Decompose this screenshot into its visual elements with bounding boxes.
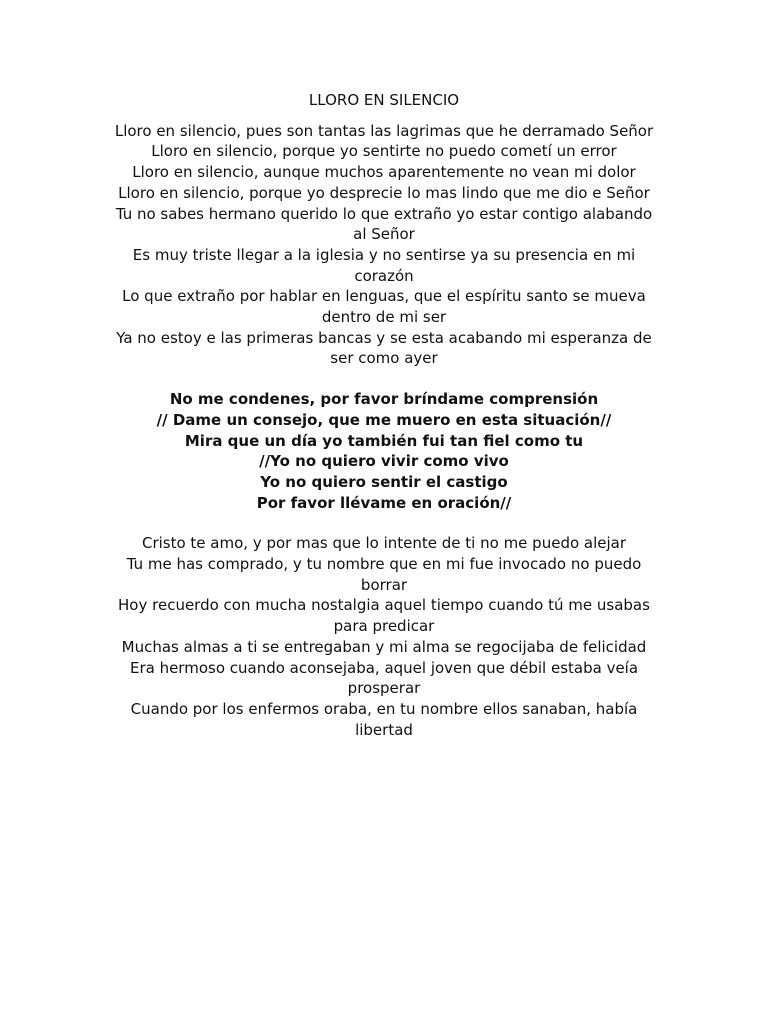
chorus-line: Mira que un día yo también fui tan fiel como tu <box>184 431 584 450</box>
text-line: Cuando por los enfermos oraba, en tu nombre ellos sanaban, había libertad <box>130 699 638 739</box>
stanza-1 <box>110 121 658 369</box>
chorus <box>110 389 658 513</box>
chorus-line: // Dame un consejo, que me muero en esta situación// <box>156 410 612 429</box>
text-line: Lloro en silencio, aunque muchos aparentemente no vean mi dolor <box>132 163 636 182</box>
text-line: Es muy triste llegar a la iglesia y no sentirse ya su presencia en mi corazón <box>132 245 636 285</box>
chorus-line: Por favor llévame en oración// <box>256 493 512 512</box>
text-line: Muchas almas a ti se entregaban y mi alma se regocijaba de felicidad <box>121 637 647 656</box>
stanza-2 <box>110 533 658 740</box>
chorus-line: No me condenes, por favor bríndame comprensión <box>169 390 599 409</box>
chorus-line: //Yo no quiero vivir como vivo <box>259 452 509 471</box>
text-line: Era hermoso cuando aconsejaba, aquel joven que débil estaba veía prosperar <box>129 658 639 698</box>
text-line: Lloro en silencio, pues son tantas las lagrimas que he derramado Señor <box>114 121 654 140</box>
document-title: LLORO EN SILENCIO <box>308 91 460 109</box>
text-line: Hoy recuerdo con mucha nostalgia aquel tiempo cuando tú me usabas para predicar <box>118 596 650 636</box>
document-body <box>110 90 658 760</box>
text-line: Tu me has comprado, y tu nombre que en mi fue invocado no puedo borrar <box>126 555 642 594</box>
text-line: Lo que extraño por hablar en lenguas, que el espíritu santo se mueva dentro de mi ser <box>122 287 646 327</box>
text-line: Tu no sabes hermano querido lo que extraño yo estar contigo alabando al Señor <box>115 204 653 244</box>
text-line: Cristo te amo, y por mas que lo intente de ti no me puedo alejar <box>141 534 627 553</box>
text-line: Lloro en silencio, porque yo sentirte no puedo cometí un error <box>151 142 617 161</box>
text-line: Lloro en silencio, porque yo desprecie lo mas lindo que me dio e Señor <box>118 183 650 202</box>
text-line: Ya no estoy e las primeras bancas y se esta acabando mi esperanza de ser como ayer <box>116 328 652 368</box>
chorus-line: Yo no quiero sentir el castigo <box>260 472 508 491</box>
